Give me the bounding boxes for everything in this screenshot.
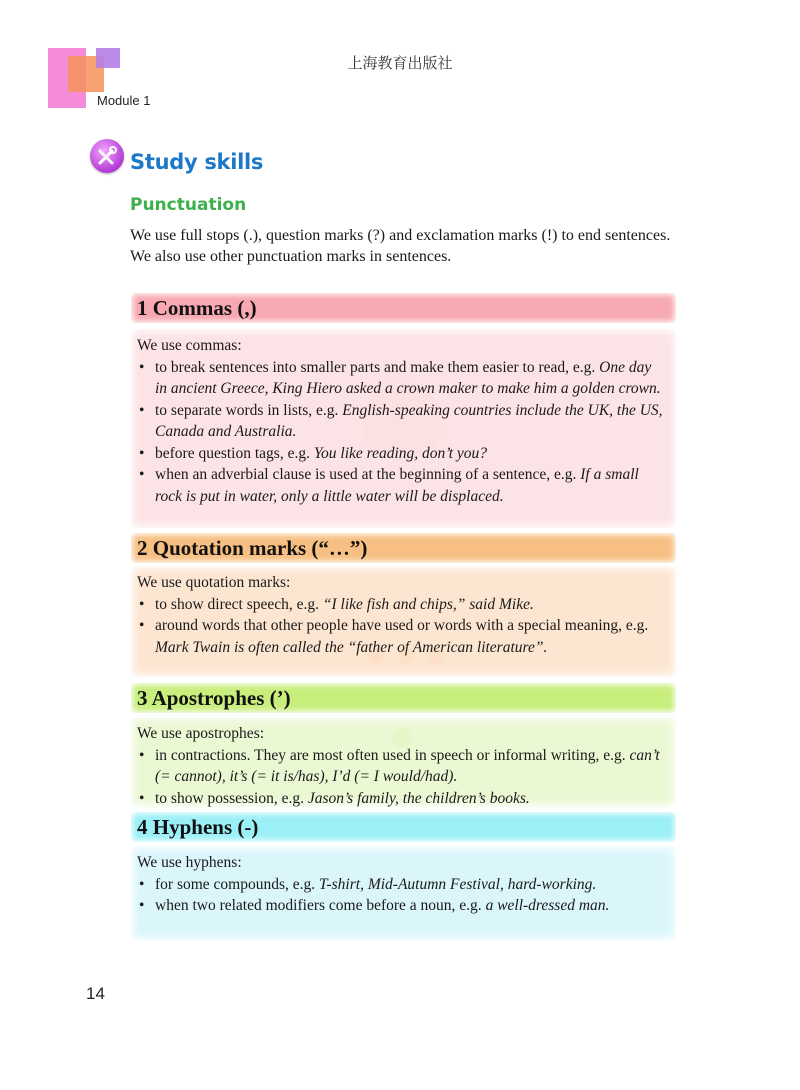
commas-heading: 1 Commas (,) — [131, 293, 676, 323]
list-item: • to separate words in lists, e.g. English-speaking countries include the UK, the US, Canada and Australia. — [137, 400, 666, 443]
apostrophes-body — [131, 717, 676, 807]
commas-list — [137, 357, 666, 508]
apostrophes-list — [137, 745, 666, 810]
list-item: • in contractions. They are most often used in speech or informal writing, e.g. can’t (= cannot), it’s (= it is/has), I’d (= I would/had). — [137, 745, 666, 788]
hyphens-list — [137, 874, 666, 917]
module-label: Module 1 — [97, 93, 151, 108]
page-number: 14 — [86, 984, 105, 1003]
quotation-list — [137, 594, 666, 659]
quotation-heading: 2 Quotation marks (“…”) — [131, 533, 676, 563]
intro-paragraph: We use full stops (.), question marks (?) and exclamation marks (!) to end sentences. We also use other punctuation marks in sentences. — [130, 227, 671, 265]
list-item: • when an adverbial clause is used at the beginning of a sentence, e.g. If a small rock is put in water, only a little water will be displaced. — [137, 464, 666, 507]
list-item: • for some compounds, e.g. T-shirt, Mid-Autumn Festival, hard-working. — [137, 874, 666, 896]
hyphens-lead: We use hyphens: — [137, 854, 242, 871]
list-item: • to show possession, e.g. Jason’s family, the children’s books. — [137, 788, 666, 810]
section-title: Study skills — [130, 150, 264, 174]
list-item: • to break sentences into smaller parts and make them easier to read, e.g. One day in ancient Greece, King Hiero asked a crown maker to make him a golden crown. — [137, 357, 666, 400]
apostrophes-heading: 3 Apostrophes (’) — [131, 683, 676, 713]
list-item: • before question tags, e.g. You like reading, don’t you? — [137, 443, 666, 465]
hyphens-heading: 4 Hyphens (-) — [131, 812, 676, 842]
list-item: • around words that other people have used or words with a special meaning, e.g. Mark Twain is often called the “father of American literature”. — [137, 615, 666, 658]
commas-body — [131, 329, 676, 528]
publisher-name: 上海教育出版社 — [347, 54, 453, 72]
list-item: • when two related modifiers come before a noun, e.g. a well-dressed man. — [137, 895, 666, 917]
quotation-body — [131, 566, 676, 677]
tools-icon — [90, 139, 124, 173]
section-subtitle: Punctuation — [130, 195, 247, 215]
hyphens-body — [131, 846, 676, 940]
list-item: • to show direct speech, e.g. “I like fish and chips,” said Mike. — [137, 594, 666, 616]
commas-lead: We use commas: — [137, 337, 242, 354]
apostrophes-lead: We use apostrophes: — [137, 725, 265, 742]
quotation-lead: We use quotation marks: — [137, 574, 291, 591]
